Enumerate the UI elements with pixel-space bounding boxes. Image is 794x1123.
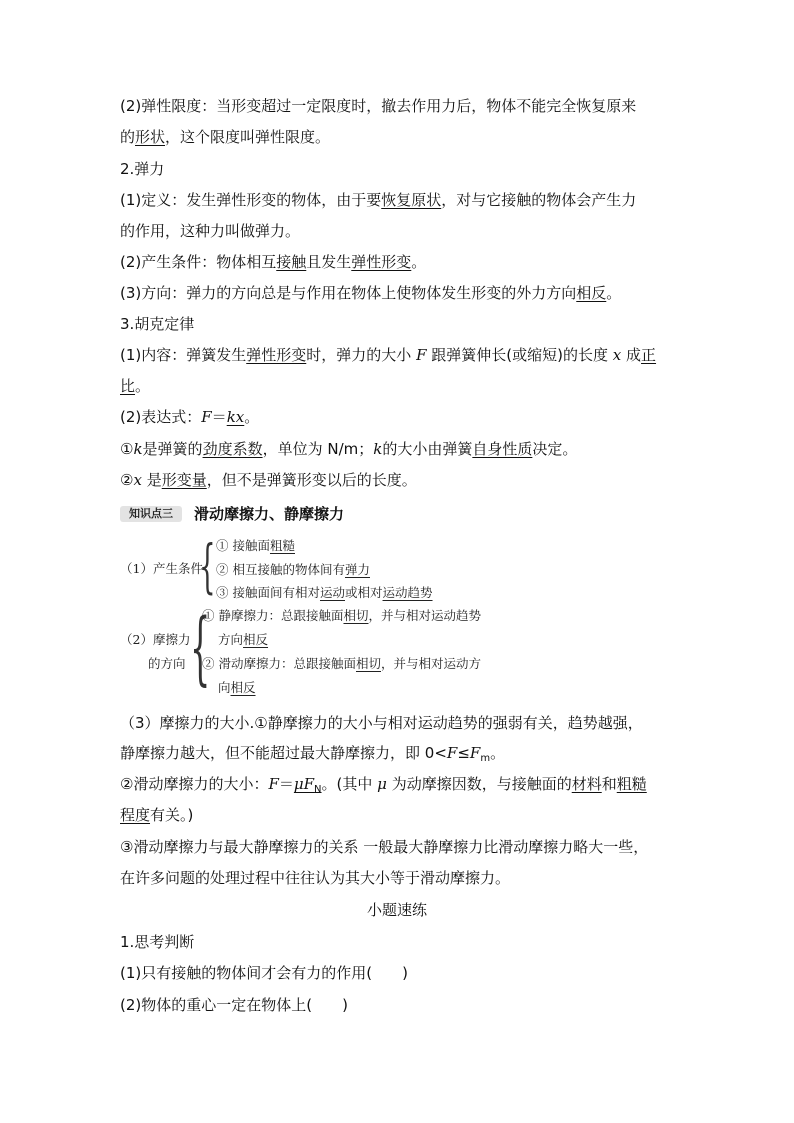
answer-blank: 恢复原状	[381, 191, 442, 209]
text: 向	[218, 680, 231, 695]
definition-line-2: 的作用，这种力叫做弹力。	[120, 222, 301, 240]
text: F	[268, 775, 279, 793]
text: (2)表达式：	[120, 408, 202, 426]
text: 或相对	[345, 585, 383, 600]
brace-icon: {	[199, 532, 216, 600]
question-1: (1)只有接触的物体间才会有力的作用( )	[120, 964, 408, 982]
text: F	[201, 408, 212, 426]
answer-blank: 劲度系数	[202, 440, 263, 458]
friction-size-line-1: （3）摩擦力的大小.①静摩擦力的大小与相对运动趋势的强弱有关，趋势越强，	[120, 714, 643, 732]
text: ② 滑动摩擦力：总跟接触面	[202, 656, 356, 671]
kinetic-friction-line-2	[120, 805, 193, 825]
text: 相切	[343, 608, 369, 623]
text: 相反	[230, 680, 256, 695]
dir-label-2: 的方向	[148, 656, 186, 671]
answer-blank: μF	[293, 775, 315, 793]
text: 静摩擦力越大，但不能超过最大静摩擦力，即 0<	[120, 744, 447, 762]
dir-item-2-cont	[218, 679, 256, 697]
answer-blank: 粗糙	[616, 775, 647, 793]
text: 和	[601, 775, 617, 793]
brace-icon: {	[190, 601, 211, 694]
answer-blank: 相反	[576, 284, 607, 302]
section-badge: 知识点三	[120, 506, 182, 522]
hooke-formula-line	[120, 407, 259, 427]
text: ① 静摩擦力：总跟接触面	[202, 608, 344, 623]
text: μ	[377, 775, 387, 793]
text: ① 接触面	[216, 538, 270, 553]
text: 。	[490, 744, 506, 762]
section-title: 滑动摩擦力、静摩擦力	[194, 505, 345, 523]
dir-label-1: （2）摩擦力	[120, 632, 191, 647]
text: ，这个限度叫弹性限度。	[165, 128, 331, 146]
text: F	[416, 346, 427, 364]
cond-item-1	[216, 537, 295, 555]
text: ≤	[457, 744, 470, 762]
text: ①	[120, 440, 134, 458]
elastic-limit-line-2	[120, 127, 330, 147]
stiffness-line	[120, 439, 577, 459]
hooke-content-line-1	[120, 345, 656, 365]
elastic-limit-line-1: (2)弹性限度：当形变超过一定限度时，撤去作用力后，物体不能完全恢复原来	[120, 97, 637, 115]
cond-label: （1）产生条件	[120, 561, 203, 576]
text: m	[480, 753, 491, 764]
text: (1)定义：发生弹性形变的物体，由于要	[120, 191, 382, 209]
cond-item-2	[216, 561, 370, 579]
dir-item-1-cont	[218, 631, 268, 649]
text: 弹力	[344, 562, 370, 577]
text: (3)方向：弹力的方向总是与作用在物体上使物体发生形变的外力方向	[120, 284, 577, 302]
text: 为动摩擦因数，与接触面的	[391, 775, 572, 793]
text: ②滑动摩擦力的大小：	[120, 775, 269, 793]
text: N	[314, 784, 322, 795]
deformation-line	[120, 470, 417, 490]
friction-size-line-2	[120, 743, 505, 769]
text: 跟弹簧伸长(或缩短)的长度	[431, 346, 608, 364]
text: ③ 接触面间有相对	[216, 585, 320, 600]
question-heading: 1.思考判断	[120, 933, 195, 951]
relation-line-2: 在许多问题的处理过程中往往认为其大小等于滑动摩擦力。	[120, 869, 511, 887]
text: ，并与相对运动方	[381, 656, 482, 671]
answer-blank: 形状	[135, 128, 166, 146]
text: F	[469, 744, 481, 762]
dir-item-2	[202, 655, 481, 673]
answer-blank: 材料	[571, 775, 602, 793]
answer-blank: 弹性形变	[246, 346, 307, 364]
answer-blank: 比	[120, 377, 136, 395]
text: (2)产生条件：物体相互	[120, 253, 277, 271]
text: 运动	[319, 585, 345, 600]
text: 成	[626, 346, 642, 364]
text: 决定。	[532, 440, 578, 458]
answer-blank: kx	[226, 408, 245, 426]
relation-line-1: ③滑动摩擦力与最大静摩擦力的关系 一般最大静摩擦力比滑动摩擦力略大一些，	[120, 838, 649, 856]
text: 粗糙	[269, 538, 295, 553]
text: ② 相互接触的物体间有	[216, 562, 345, 577]
text: 相反	[243, 632, 269, 647]
text: ，对与它接触的物体会产生力	[441, 191, 637, 209]
dir-item-1	[202, 607, 481, 625]
text: ②	[120, 471, 134, 489]
text: 运动趋势	[382, 585, 433, 600]
text: 。	[411, 253, 427, 271]
text: 有关。)	[150, 806, 194, 824]
question-2: (2)物体的重心一定在物体上( )	[120, 996, 348, 1014]
text: 且发生	[306, 253, 352, 271]
text: ，并与相对运动趋势	[368, 608, 482, 623]
text: 。(其中	[321, 775, 373, 793]
text: 。	[244, 408, 260, 426]
text: (1)内容：弹簧发生	[120, 346, 247, 364]
text: 。	[606, 284, 622, 302]
practice-heading: 小题速练	[366, 901, 427, 919]
heading-elastic-force: 2.弹力	[120, 160, 165, 178]
text: ＝	[211, 408, 227, 426]
text: 的大小由弹簧	[382, 440, 473, 458]
answer-blank: 正	[641, 346, 657, 364]
condition-line	[120, 252, 426, 272]
text: 。	[135, 377, 151, 395]
text: 方向	[218, 632, 244, 647]
text: ，单位为 N/m；	[262, 440, 374, 458]
text: F	[446, 744, 458, 762]
text: x	[612, 346, 622, 364]
answer-blank: 程度	[120, 806, 151, 824]
definition-line-1	[120, 190, 636, 210]
kinetic-friction-line-1	[120, 774, 647, 800]
direction-line	[120, 283, 621, 303]
heading-hooke-law: 3.胡克定律	[120, 315, 195, 333]
hooke-content-line-2	[120, 376, 150, 396]
text: 相切	[355, 656, 381, 671]
text: ＝	[278, 775, 294, 793]
text: k	[133, 440, 143, 458]
text: 的	[120, 128, 136, 146]
answer-blank: 自身性质	[472, 440, 533, 458]
text: k	[373, 440, 383, 458]
answer-blank: 弹性形变	[351, 253, 412, 271]
cond-item-3	[216, 584, 433, 602]
answer-blank: 形变量	[161, 471, 207, 489]
text: 是	[146, 471, 162, 489]
answer-blank: 接触	[276, 253, 307, 271]
text: ，但不是弹簧形变以后的长度。	[206, 471, 417, 489]
text: 时，弹力的大小	[306, 346, 412, 364]
text: x	[133, 471, 142, 489]
text: 是弹簧的	[142, 440, 203, 458]
